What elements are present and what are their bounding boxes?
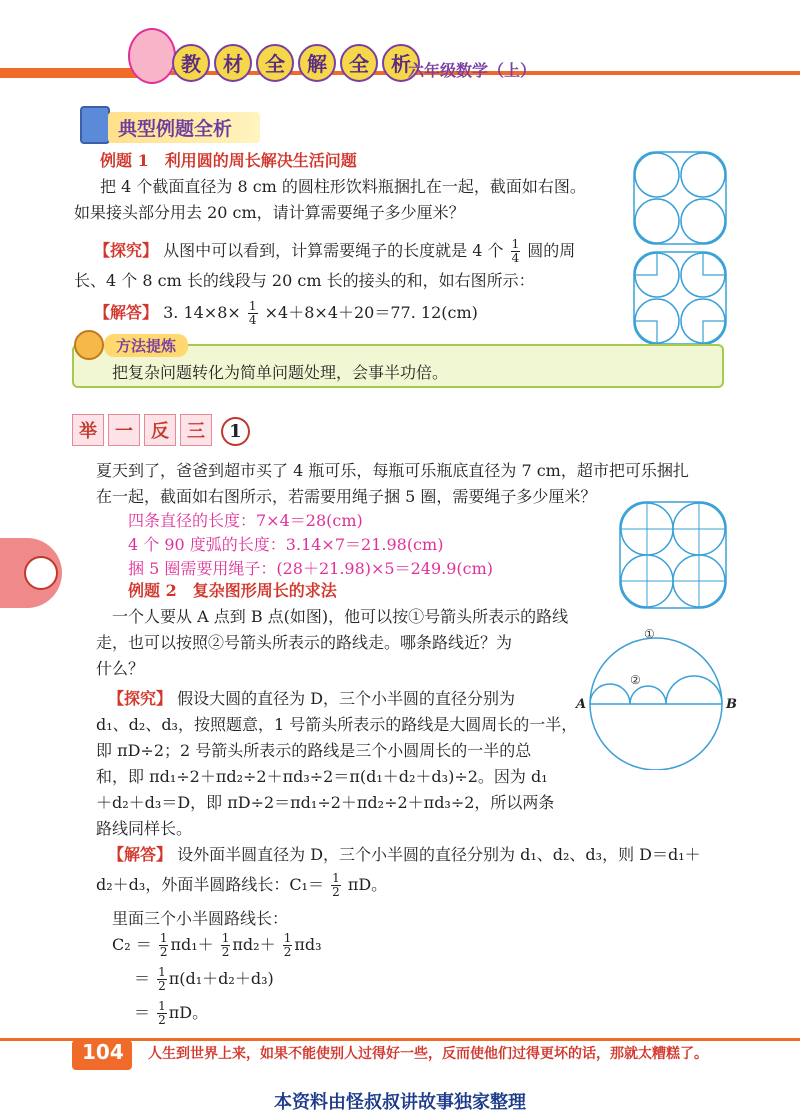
frac-num: 1 — [283, 931, 292, 945]
tip-tag: 方法提炼 — [104, 334, 188, 357]
frac-den: 4 — [248, 313, 257, 327]
fraction-half — [157, 966, 167, 993]
footer-quote: 人生到世界上来，如果不能使别人过得好一些，反而使他们过得更坏的话，那就太糟糕了。 — [148, 1046, 708, 1062]
frac-den: 2 — [158, 1013, 166, 1027]
example2-line2: 走，也可以按照②号箭头所表示的路线走。哪条路线近？为 — [96, 633, 513, 652]
frac-num: 1 — [248, 299, 257, 313]
fraction-half — [283, 932, 293, 959]
answer-tag: 【解答】 — [94, 303, 159, 322]
frac-den: 2 — [332, 885, 340, 899]
practice-line2: 在一起，截面如右图所示，若需要用绳子捆 5 圈，需要绳子多少厘米？ — [96, 487, 597, 506]
example2-explore5: ＋d₂＋d₃＝D，即 πD÷2＝πd₁÷2＋πd₂÷2＋πd₃÷2，所以两条 — [96, 793, 555, 812]
mascot-icon — [74, 330, 104, 360]
book-icon — [80, 106, 110, 144]
frac-den: 2 — [159, 945, 168, 959]
small-semicircles — [590, 676, 722, 704]
frac-num: 1 — [511, 237, 520, 251]
c2-line2 — [134, 966, 274, 993]
fraction-half — [157, 1000, 167, 1027]
example1-explore-line2: 长、4 个 8 cm 长的线段与 20 cm 长的接头的和，如右图所示： — [74, 271, 535, 290]
frac-num: 1 — [221, 931, 230, 945]
header-title-char: 析 — [382, 44, 420, 82]
point-b-label: B — [726, 697, 737, 712]
circle — [635, 153, 679, 197]
header-title-char: 全 — [256, 44, 294, 82]
c2-term1: πd₁＋ — [170, 935, 214, 954]
c2-line2-text: π(d₁＋d₂＋d₃) — [168, 969, 274, 988]
rope-outline — [620, 502, 726, 608]
practice-tag-char: 反 — [144, 414, 176, 446]
c2-term3: πd₃ — [294, 935, 322, 954]
frac-den: 4 — [511, 251, 520, 265]
route-2-label: ② — [630, 673, 641, 687]
fraction-quarter — [248, 300, 258, 327]
header-title-char: 教 — [172, 44, 210, 82]
example2-line1: 一个人要从 A 点到 B 点(如图)，他可以按①号箭头所表示的路线 — [112, 607, 569, 626]
example2-explore2: d₁、d₂、d₃，按照题意，1 号箭头所表示的路线是大圆周长的一半， — [96, 715, 578, 734]
example2-explore1 — [108, 686, 515, 712]
example1-line2: 如果接头部分用去 20 cm，请计算需要绳子多少厘米？ — [74, 203, 465, 222]
split-circles-figure — [632, 250, 728, 346]
source-note: 本资料由怪叔叔讲故事独家整理 — [274, 1092, 526, 1113]
grid-lines — [621, 503, 725, 607]
frac-num: 1 — [159, 931, 168, 945]
four-circles-figure — [632, 150, 728, 246]
section-title: 典型例题全析 — [108, 112, 260, 143]
example2-answer3: 里面三个小半圆路线长： — [112, 909, 289, 928]
answer2-a: d₂＋d₃，外面半圆路线长：C₁＝ — [96, 875, 324, 894]
rope-outline — [634, 252, 726, 344]
practice-tag-char: 一 — [108, 414, 140, 446]
practice-ans3: 捆 5 圈需要用绳子：(28＋21.98)×5＝249.9(cm) — [128, 559, 494, 578]
page-number: 104 — [82, 1040, 124, 1064]
fraction-half — [221, 932, 231, 959]
practice-tag-char: 举 — [72, 414, 104, 446]
equals: ＝ — [134, 1003, 151, 1022]
frac-num: 1 — [158, 999, 166, 1013]
frac-den: 2 — [158, 979, 166, 993]
example2-explore6: 路线同样长。 — [96, 819, 193, 838]
example1-answer — [94, 300, 478, 327]
practice-number: 1 — [221, 417, 250, 446]
circle — [635, 199, 679, 243]
fraction-half — [159, 932, 169, 959]
circle — [681, 199, 725, 243]
c2-label: C₂ ＝ — [112, 935, 152, 954]
explore-tag: 【探究】 — [108, 689, 173, 708]
circle — [681, 153, 725, 197]
header-title-char: 解 — [298, 44, 336, 82]
example2-answer1 — [108, 842, 701, 868]
equals: ＝ — [134, 969, 151, 988]
tip-text: 把复杂问题转化为简单问题处理，会事半功倍。 — [112, 363, 449, 382]
header-subtitle: 六年级数学（上） — [408, 61, 537, 80]
practice-badge — [72, 414, 254, 446]
explore-text-a: 从图中可以看到，计算需要绳子的长度就是 4 个 — [163, 241, 504, 260]
example2-explore4: 和，即 πd₁÷2＋πd₂÷2＋πd₃÷2＝π(d₁＋d₂＋d₃)÷2。因为 d₁ — [96, 767, 548, 786]
example2-explore3: 即 πD÷2；2 号箭头所表示的路线是三个小圆周长的一半的总 — [96, 741, 532, 760]
rope-outline — [634, 152, 726, 244]
semicircle-figure — [574, 620, 742, 770]
practice-ans2: 4 个 90 度弧的长度：3.14×7＝21.98(cm) — [128, 535, 444, 554]
radius-lines — [635, 253, 725, 343]
explore-tag: 【探究】 — [94, 241, 159, 260]
example2-line3: 什么？ — [96, 659, 145, 678]
frac-den: 2 — [283, 945, 292, 959]
header-title — [172, 44, 424, 82]
c2-line3 — [134, 1000, 208, 1027]
practice-tag-char: 三 — [180, 414, 212, 446]
cat-icon — [24, 556, 58, 590]
frac-den: 2 — [221, 945, 230, 959]
c2-term2: πd₂＋ — [232, 935, 276, 954]
answer-text: 设外面半圆直径为 D，三个小半圆的直径分别为 d₁、d₂、d₃，则 D＝d₁＋ — [177, 845, 701, 864]
answer-text-b: ×4＋8×4＋20＝77. 12(cm) — [264, 303, 478, 322]
example2-answer2 — [96, 872, 387, 899]
frac-num: 1 — [332, 871, 340, 885]
c2-line1 — [112, 932, 322, 959]
answer-tag: 【解答】 — [108, 845, 173, 864]
frac-num: 1 — [158, 965, 166, 979]
example2-heading: 例题 2 复杂图形周长的求法 — [128, 581, 337, 600]
header-title-char: 材 — [214, 44, 252, 82]
answer2-b: πD。 — [347, 875, 388, 894]
explore-text: 假设大圆的直径为 D，三个小半圆的直径分别为 — [177, 689, 516, 708]
c2-line3-text: πD。 — [168, 1003, 209, 1022]
mascot-logo — [128, 28, 176, 84]
example1-line1: 把 4 个截面直径为 8 cm 的圆柱形饮料瓶捆扎在一起，截面如右图。 — [100, 177, 586, 196]
explore-text-b: 圆的周 — [527, 241, 576, 260]
practice-line1: 夏天到了，爸爸到超市买了 4 瓶可乐，每瓶可乐瓶底直径为 7 cm，超市把可乐捆扎 — [96, 461, 689, 480]
example1-heading: 例题 1 利用圆的周长解决生活问题 — [100, 151, 357, 170]
route-1-label: ① — [644, 627, 655, 641]
header-title-char: 全 — [340, 44, 378, 82]
fraction-quarter — [511, 238, 521, 265]
example1-explore — [94, 238, 575, 265]
fraction-half — [331, 872, 341, 899]
practice-ans1: 四条直径的长度：7×4＝28(cm) — [128, 511, 363, 530]
practice-circles-figure — [618, 500, 728, 610]
point-a-label: A — [576, 697, 587, 712]
answer-text-a: 3. 14×8× — [163, 303, 241, 322]
